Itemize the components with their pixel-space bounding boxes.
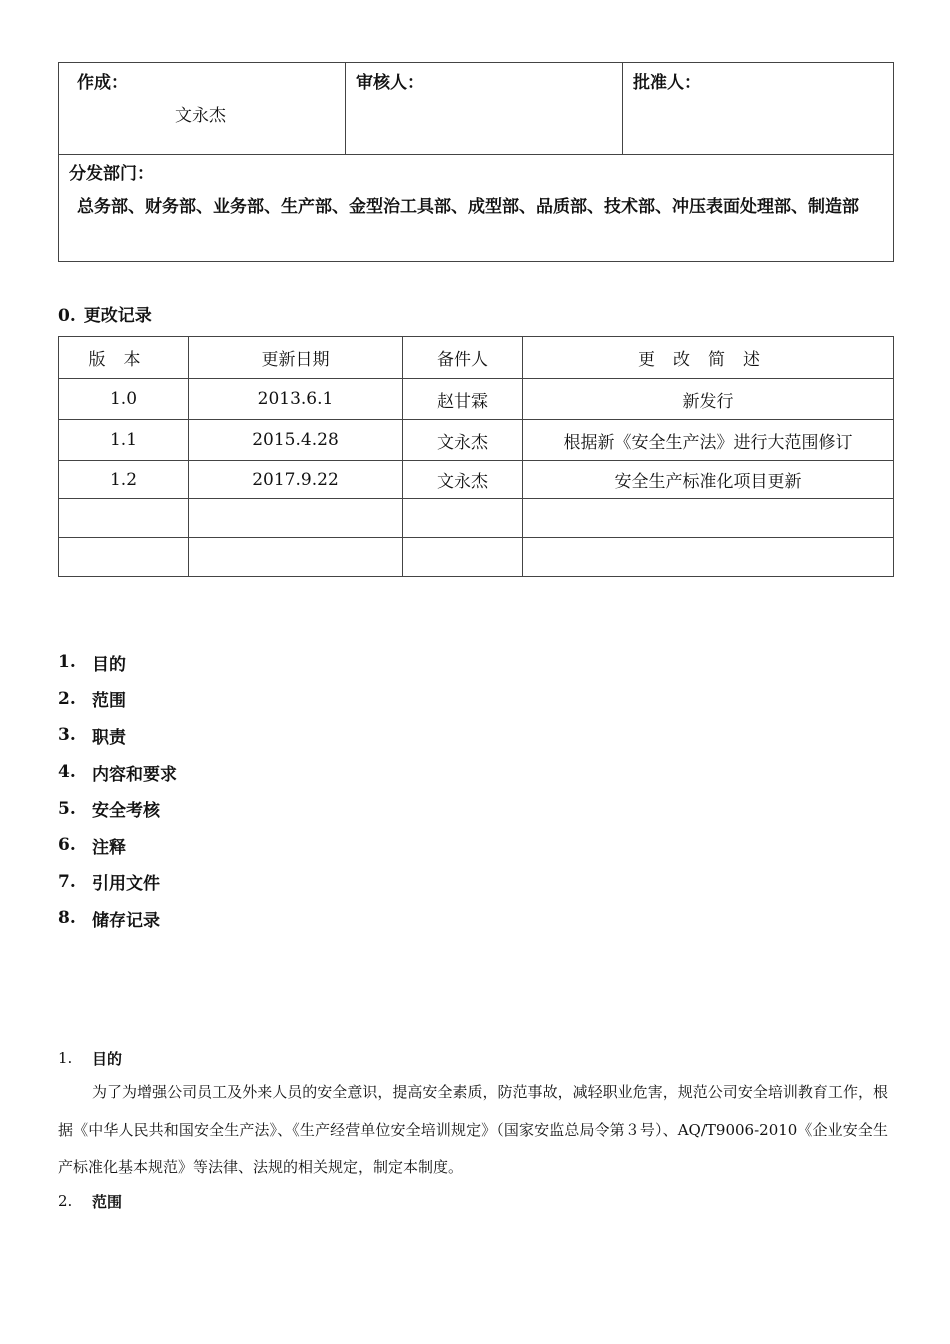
section-title: 范围 bbox=[92, 1192, 123, 1211]
section-num: 2. bbox=[58, 1192, 73, 1210]
cell-summary: 安全生产标准化项目更新 bbox=[523, 461, 894, 499]
section-num: 1. bbox=[58, 1049, 73, 1067]
table-row bbox=[59, 420, 894, 461]
table-of-contents bbox=[58, 644, 177, 937]
toc-item: 6. 注释 bbox=[58, 835, 126, 858]
distribution-value: 总务部、财务部、业务部、生产部、金型治工具部、成型部、品质部、技术部、冲压表面处理部、制造部 bbox=[77, 197, 859, 217]
approver-cell bbox=[623, 63, 894, 155]
section-purpose bbox=[58, 1045, 888, 1187]
cell-version: 1.1 bbox=[59, 420, 189, 461]
prepared-label: 作成： bbox=[77, 73, 128, 93]
revision-heading bbox=[58, 301, 152, 326]
toc-item: 7. 引用文件 bbox=[58, 871, 160, 895]
section-heading bbox=[58, 1188, 888, 1214]
cell-date: 2017.9.22 bbox=[189, 461, 403, 499]
table-row-empty bbox=[59, 499, 894, 538]
cell-version: 1.2 bbox=[59, 461, 189, 499]
header-version: 版本 bbox=[59, 337, 189, 379]
header-author: 备件人 bbox=[403, 337, 523, 379]
approver-label: 批准人： bbox=[633, 73, 701, 93]
prepared-cell bbox=[59, 63, 346, 155]
toc-item: 1. 目的 bbox=[58, 652, 126, 675]
reviewer-cell bbox=[346, 63, 623, 155]
section-title: 目的 bbox=[92, 1049, 123, 1068]
table-row-empty bbox=[59, 538, 894, 577]
table-row bbox=[59, 461, 894, 499]
cell-summary: 根据新《安全生产法》进行大范围修订 bbox=[523, 420, 894, 461]
revision-heading-text: 更改记录 bbox=[83, 306, 152, 326]
section-heading bbox=[58, 1045, 888, 1071]
cell-date: 2015.4.28 bbox=[189, 420, 403, 461]
purpose-paragraph: 为了为增强公司员工及外来人员的安全意识，提高安全素质，防范事故，减轻职业危害，规范公司安全培训教育工作，根据《中华人民共和国安全生产法》、《生产经营单位安全培训规定》（国家安监总局令第３号）、AQ/T9006-2010《企业安全生产标准化基本规范》等法律、法规的相关规定，制定本制度。 bbox=[58, 1083, 888, 1176]
toc-item: 8. 储存记录 bbox=[58, 908, 160, 931]
toc-item: 2. 范围 bbox=[58, 688, 126, 712]
revision-table bbox=[58, 336, 894, 577]
cell-version: 1.0 bbox=[59, 379, 189, 420]
cell-summary: 新发行 bbox=[523, 379, 894, 420]
approval-table bbox=[58, 62, 894, 262]
toc-item: 5. 安全考核 bbox=[58, 798, 160, 822]
revision-heading-num: 0. bbox=[58, 306, 76, 326]
section-scope bbox=[58, 1188, 888, 1214]
distribution-label: 分发部门： bbox=[69, 164, 154, 184]
cell-date: 2013.6.1 bbox=[189, 379, 403, 420]
toc-item: 4. 内容和要求 bbox=[58, 762, 177, 785]
table-row bbox=[59, 379, 894, 420]
revision-header-row bbox=[59, 337, 894, 379]
cell-author: 文永杰 bbox=[403, 420, 523, 461]
toc-item: 3. 职责 bbox=[58, 725, 126, 748]
reviewer-label: 审核人： bbox=[356, 73, 424, 93]
header-date: 更新日期 bbox=[189, 337, 403, 379]
distribution-cell bbox=[59, 155, 894, 262]
prepared-value: 文永杰 bbox=[175, 106, 226, 126]
header-summary: 更改简述 bbox=[523, 337, 894, 379]
cell-author: 赵甘霖 bbox=[403, 379, 523, 420]
cell-author: 文永杰 bbox=[403, 461, 523, 499]
